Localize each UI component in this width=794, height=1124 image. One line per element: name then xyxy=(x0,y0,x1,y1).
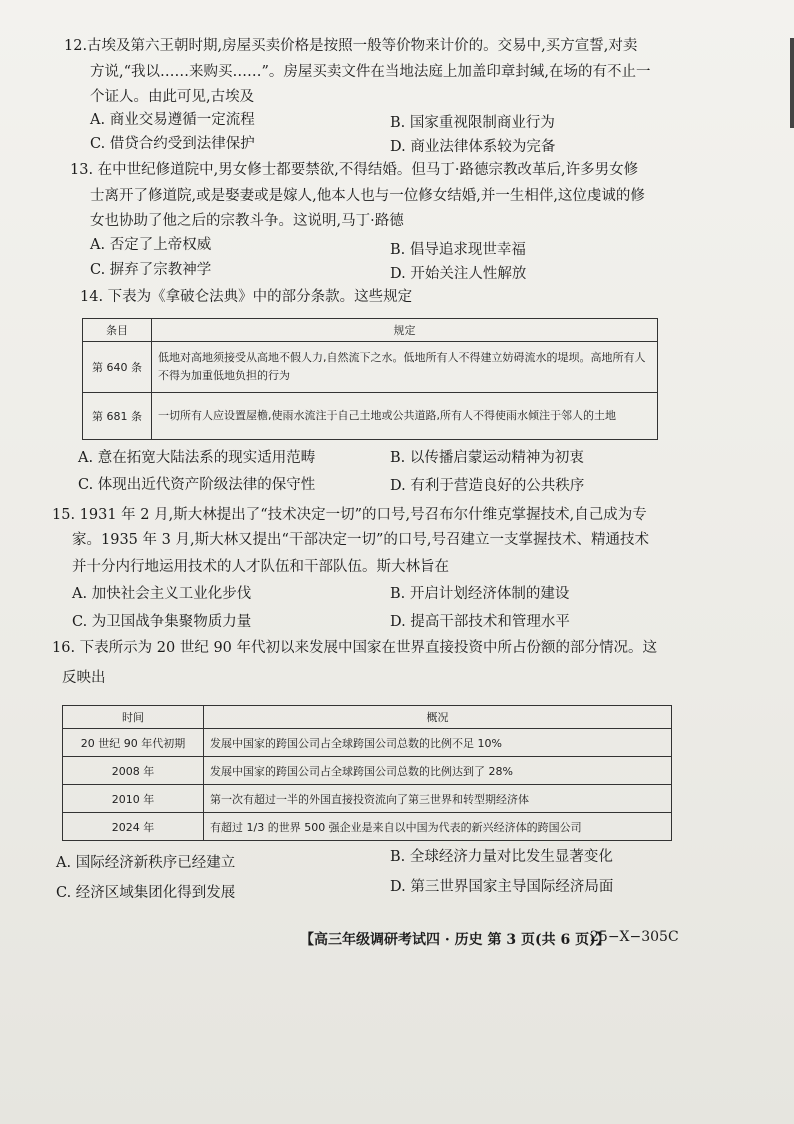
overview-cell: 第一次有超过一半的外国直接投资流向了第三世界和转型期经济体 xyxy=(204,785,672,813)
page-edge-mark xyxy=(790,38,794,128)
table-row xyxy=(63,757,672,785)
time-cell: 2010 年 xyxy=(63,785,204,813)
table-header-overview: 概况 xyxy=(204,706,672,729)
q13-line-3: 女也协助了他之后的宗教斗争。这说明,马丁·路德 xyxy=(90,213,404,229)
table-header-time: 时间 xyxy=(63,706,204,729)
q14-option-b[interactable]: B. 以传播启蒙运动精神为初衷 xyxy=(390,450,584,466)
q15-option-c[interactable]: C. 为卫国战争集聚物质力量 xyxy=(72,614,252,630)
q14-option-a[interactable]: A. 意在拓宽大陆法系的现实适用范畴 xyxy=(78,450,316,466)
time-cell: 20 世纪 90 年代初期 xyxy=(63,729,204,757)
q14-stem: 14. 下表为《拿破仑法典》中的部分条款。这些规定 xyxy=(80,289,413,305)
q14-code-table xyxy=(82,318,658,440)
overview-cell: 发展中国家的跨国公司占全球跨国公司总数的比例不足 10% xyxy=(204,729,672,757)
q14-option-c[interactable]: C. 体现出近代资产阶级法律的保守性 xyxy=(78,477,316,493)
q12-line-1: 12.古埃及第六王朝时期,房屋买卖价格是按照一般等价物来计价的。交易中,买方宣誓,对卖 xyxy=(64,38,638,54)
q15-line-1: 15. 1931 年 2 月,斯大林提出了“技术决定一切”的口号,号召布尔什维克掌握技术,自己成为专 xyxy=(52,507,647,523)
page-footer-title: 【高三年级调研考试四 · 历史 第 3 页(共 6 页)】 xyxy=(300,932,610,948)
article-681: 第 681 条 xyxy=(83,393,152,440)
article-681-text: 一切所有人应设置屋檐,使雨水流注于自己土地或公共道路,所有人不得使雨水倾注于邻人的土地 xyxy=(152,393,658,440)
q13-line-1: 13. 在中世纪修道院中,男女修士都要禁欲,不得结婚。但马丁·路德宗教改革后,许多男女修 xyxy=(70,162,639,178)
overview-cell: 发展中国家的跨国公司占全球跨国公司总数的比例达到了 28% xyxy=(204,757,672,785)
q15-option-d[interactable]: D. 提高干部技术和管理水平 xyxy=(390,614,570,630)
table-row xyxy=(63,729,672,757)
article-640: 第 640 条 xyxy=(83,342,152,393)
overview-cell: 有超过 1/3 的世界 500 强企业是来自以中国为代表的新兴经济体的跨国公司 xyxy=(204,813,672,841)
q14-option-d[interactable]: D. 有利于营造良好的公共秩序 xyxy=(390,478,585,494)
q13-line-2: 士离开了修道院,或是娶妻或是嫁人,他本人也与一位修女结婚,并一生相伴,这位虔诚的修 xyxy=(90,188,645,204)
table-row xyxy=(83,342,658,393)
q12-option-b[interactable]: B. 国家重视限制商业行为 xyxy=(390,115,555,131)
q12-option-a[interactable]: A. 商业交易遵循一定流程 xyxy=(90,112,255,128)
q13-option-a[interactable]: A. 否定了上帝权威 xyxy=(90,237,212,253)
q13-option-c[interactable]: C. 摒弃了宗教神学 xyxy=(90,262,212,278)
q15-line-2: 家。1935 年 3 月,斯大林又提出“干部决定一切”的口号,号召建立一支掌握技术、精通技术 xyxy=(72,532,649,548)
q15-option-b[interactable]: B. 开启计划经济体制的建设 xyxy=(390,586,570,602)
q13-option-b[interactable]: B. 倡导追求现世幸福 xyxy=(390,242,526,258)
q16-option-c[interactable]: C. 经济区域集团化得到发展 xyxy=(56,885,236,901)
q12-option-d[interactable]: D. 商业法律体系较为完备 xyxy=(390,139,556,155)
table-row xyxy=(63,785,672,813)
q15-option-a[interactable]: A. 加快社会主义工业化步伐 xyxy=(72,586,252,602)
q16-option-d[interactable]: D. 第三世界国家主导国际经济局面 xyxy=(390,879,614,895)
q12-line-3: 个证人。由此可见,古埃及 xyxy=(90,89,255,105)
q16-option-a[interactable]: A. 国际经济新秩序已经建立 xyxy=(56,855,236,871)
q16-option-b[interactable]: B. 全球经济力量对比发生显著变化 xyxy=(390,849,613,865)
q16-investment-table xyxy=(62,705,672,841)
exam-code: 25−X−305C xyxy=(590,929,679,945)
article-640-text: 低地对高地须接受从高地不假人力,自然流下之水。低地所有人不得建立妨碍流水的堤坝。高地所有人不得为加重低地负担的行为 xyxy=(152,342,658,393)
table-header-provision: 规定 xyxy=(152,319,658,342)
q12-option-c[interactable]: C. 借贷合约受到法律保护 xyxy=(90,136,255,152)
table-header-article: 条目 xyxy=(83,319,152,342)
q12-line-2: 方说,“我以……来购买……”。房屋买卖文件在当地法庭上加盖印章封缄,在场的有不止一 xyxy=(90,64,651,80)
q15-line-3: 并十分内行地运用技术的人才队伍和干部队伍。斯大林旨在 xyxy=(72,559,449,575)
q16-line-2: 反映出 xyxy=(62,670,106,686)
table-row xyxy=(83,393,658,440)
time-cell: 2008 年 xyxy=(63,757,204,785)
table-row xyxy=(63,813,672,841)
q16-line-1: 16. 下表所示为 20 世纪 90 年代初以来发展中国家在世界直接投资中所占份额的部分情况。这 xyxy=(52,640,658,656)
time-cell: 2024 年 xyxy=(63,813,204,841)
q13-option-d[interactable]: D. 开始关注人性解放 xyxy=(390,266,527,282)
